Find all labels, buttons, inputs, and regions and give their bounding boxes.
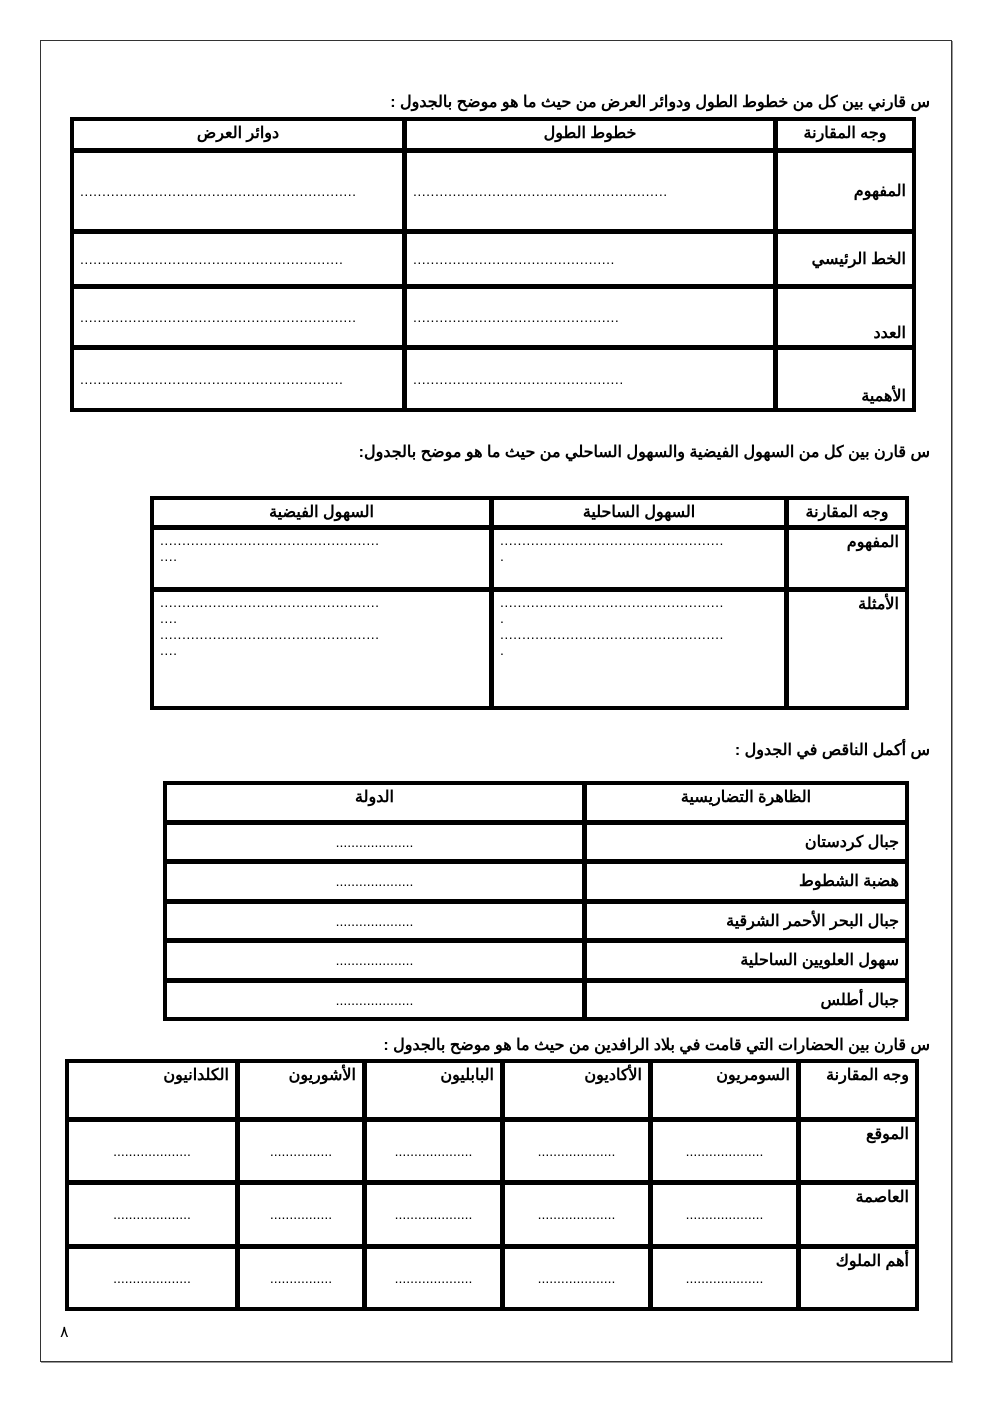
row-label: جبال البحر الأحمر الشرقية xyxy=(586,903,906,940)
table-row xyxy=(153,529,906,588)
row-label: جبال أطلس xyxy=(586,982,906,1019)
table-header-row xyxy=(166,784,906,821)
question-3-title: س أكمل الناقص في الجدول : xyxy=(734,742,930,759)
answer-blank[interactable]: ............................................................ xyxy=(73,233,403,285)
header-cell: وجه المقارنة xyxy=(777,120,913,149)
answer-blank[interactable]: .................... xyxy=(166,982,583,1019)
answer-blank[interactable]: .................... xyxy=(652,1184,797,1244)
answer-blank[interactable]: .................... xyxy=(166,863,583,900)
header-cell: الظاهرة التضاريسية xyxy=(586,784,906,821)
row-label: العاصمة xyxy=(800,1184,916,1244)
answer-blank[interactable]: ................ xyxy=(239,1121,363,1181)
header-cell: الأكاديون xyxy=(504,1062,649,1118)
row-label: أهم الملوك xyxy=(800,1248,916,1308)
answer-blank[interactable]: .................................................. .... xyxy=(153,529,490,588)
answer-blank[interactable]: .................... xyxy=(504,1248,649,1308)
answer-blank[interactable]: .................... xyxy=(166,824,583,861)
answer-blank[interactable]: ................................................... . xyxy=(493,529,785,588)
table-header-row xyxy=(73,120,913,149)
answer-blank[interactable]: .................... xyxy=(366,1121,501,1181)
answer-blank[interactable]: .......................................................... xyxy=(406,152,774,231)
table-row xyxy=(153,591,906,707)
page-number: ٨ xyxy=(60,1324,69,1341)
answer-blank[interactable]: ................ xyxy=(239,1248,363,1308)
longitude-latitude-table xyxy=(70,117,916,412)
table-row xyxy=(68,1248,916,1308)
plains-table xyxy=(150,496,909,710)
answer-blank[interactable]: .................... xyxy=(504,1121,649,1181)
header-cell: الكلدانيون xyxy=(68,1062,236,1118)
table-row xyxy=(73,349,913,409)
answer-blank[interactable]: .............................................. xyxy=(406,233,774,285)
row-label: الأمثلة xyxy=(788,591,906,707)
header-cell: السومريون xyxy=(652,1062,797,1118)
answer-blank[interactable]: .................... xyxy=(68,1248,236,1308)
question-2-title: س قارن بين كل من السهول الفيضية والسهول الساحلي من حيث ما هو موضح بالجدول: xyxy=(358,444,930,461)
answer-blank[interactable]: ............................................... xyxy=(406,288,774,346)
row-label: جبال كردستان xyxy=(586,824,906,861)
table-row xyxy=(73,233,913,285)
question-1-title: س قارني بين كل من خطوط الطول ودوائر العرض من حيث ما هو موضح بالجدول : xyxy=(390,94,930,111)
header-cell: وجه المقارنة xyxy=(800,1062,916,1118)
header-cell: البابليون xyxy=(366,1062,501,1118)
question-4-title: س قارن بين الحضارات التي قامت في بلاد الرافدين من حيث ما هو موضح بالجدول : xyxy=(383,1037,930,1054)
answer-blank[interactable]: .................... xyxy=(652,1121,797,1181)
table-row xyxy=(68,1121,916,1181)
table-row xyxy=(166,903,906,940)
header-cell: السهول الفيضية xyxy=(153,499,490,526)
answer-blank[interactable]: .................................................. .... .................................................. .... xyxy=(153,591,490,707)
answer-blank[interactable]: .................... xyxy=(366,1248,501,1308)
table-header-row xyxy=(68,1062,916,1118)
answer-blank[interactable]: .................... xyxy=(652,1248,797,1308)
row-label: العدد xyxy=(777,288,913,346)
table-row xyxy=(68,1184,916,1244)
row-label: الخط الرئيسي xyxy=(777,233,913,285)
answer-blank[interactable]: ................................................... . ................................................... . xyxy=(493,591,785,707)
header-cell: الأشوريون xyxy=(239,1062,363,1118)
table-row xyxy=(166,863,906,900)
row-label: المفهوم xyxy=(777,152,913,231)
answer-blank[interactable]: ............................................................ xyxy=(73,349,403,409)
table-row xyxy=(166,942,906,979)
answer-blank[interactable]: ................................................ xyxy=(406,349,774,409)
header-cell: خطوط الطول xyxy=(406,120,774,149)
header-cell: السهول الساحلية xyxy=(493,499,785,526)
answer-blank[interactable]: ................ xyxy=(239,1184,363,1244)
answer-blank[interactable]: .................... xyxy=(68,1184,236,1244)
table-row xyxy=(73,288,913,346)
answer-blank[interactable]: .................... xyxy=(504,1184,649,1244)
answer-blank[interactable]: ............................................................... xyxy=(73,288,403,346)
row-label: الموقع xyxy=(800,1121,916,1181)
row-label: هضبة الشطوط xyxy=(586,863,906,900)
header-cell: دوائر العرض xyxy=(73,120,403,149)
landforms-table xyxy=(163,781,909,1021)
header-cell: وجه المقارنة xyxy=(788,499,906,526)
table-header-row xyxy=(153,499,906,526)
answer-blank[interactable]: .................... xyxy=(166,903,583,940)
table-row xyxy=(166,824,906,861)
row-label: الأهمية xyxy=(777,349,913,409)
answer-blank[interactable]: ............................................................... xyxy=(73,152,403,231)
header-cell: الدولة xyxy=(166,784,583,821)
answer-blank[interactable]: .................... xyxy=(68,1121,236,1181)
civilizations-table xyxy=(65,1059,919,1311)
answer-blank[interactable]: .................... xyxy=(366,1184,501,1244)
table-row xyxy=(73,152,913,231)
answer-blank[interactable]: .................... xyxy=(166,942,583,979)
row-label: سهول العلويين الساحلية xyxy=(586,942,906,979)
row-label: المفهوم xyxy=(788,529,906,588)
table-row xyxy=(166,982,906,1019)
